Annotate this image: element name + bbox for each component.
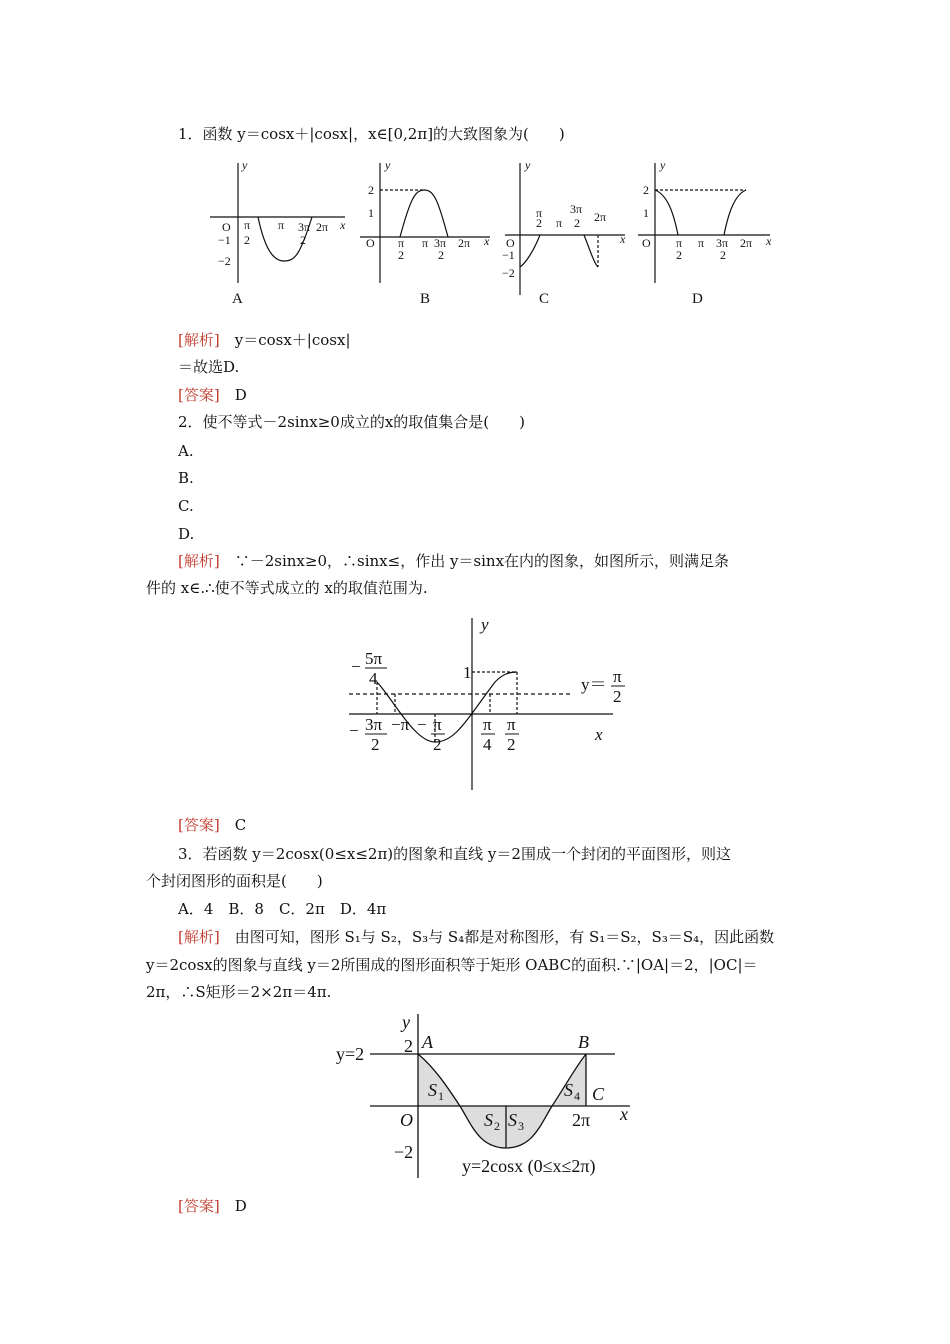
svg-text:B: B [578, 1032, 589, 1052]
svg-text:y: y [660, 158, 666, 172]
q3-stem-line-2: 个封闭图形的面积是( ) [146, 872, 323, 890]
q2-answer: [答案] C [178, 816, 247, 834]
svg-text:2π: 2π [458, 236, 471, 250]
svg-text:A: A [422, 1032, 433, 1052]
svg-text:2: 2 [643, 183, 649, 197]
svg-text:3π: 3π [298, 220, 311, 234]
svg-text:π: π [676, 236, 683, 250]
q3-analysis-line-3: 2π，∴S矩形＝2×2π＝4π. [146, 983, 332, 1001]
svg-text:2: 2 [613, 687, 622, 706]
q3-graph-svg [330, 1008, 650, 1183]
option-c-label: C [539, 291, 550, 307]
svg-text:−1: −1 [218, 233, 231, 247]
svg-text:π: π [536, 206, 543, 220]
svg-text:x: x [620, 1104, 628, 1124]
svg-text:S: S [508, 1110, 517, 1130]
svg-text:2: 2 [494, 1119, 500, 1133]
q2-option-b: B. [178, 469, 194, 487]
svg-text:O: O [642, 236, 651, 250]
svg-text:1: 1 [463, 663, 472, 682]
q3-answer: [答案] D [178, 1197, 247, 1215]
q1-stem: 1．函数 y＝cosx＋|cosx|，x∈[0,2π]的大致图象为( ) [178, 125, 565, 143]
svg-text:−1: −1 [502, 248, 515, 262]
svg-text:3: 3 [518, 1119, 524, 1133]
svg-text:O: O [400, 1110, 413, 1130]
q2-option-a: A. [178, 442, 194, 460]
q2-graph [345, 612, 645, 796]
svg-text:−: − [349, 721, 359, 740]
svg-text:2π: 2π [740, 236, 753, 250]
svg-text:2: 2 [368, 183, 374, 197]
svg-text:O: O [506, 236, 515, 250]
line-label: y=2 [336, 1044, 365, 1064]
svg-text:y: y [242, 158, 248, 172]
svg-text:π: π [698, 236, 705, 250]
svg-text:S: S [484, 1110, 493, 1130]
svg-text:y: y [481, 615, 489, 634]
q2-graph-svg [345, 612, 645, 792]
q1-answer: [答案] D [178, 386, 247, 404]
svg-text:−: − [351, 657, 361, 676]
q2-option-c: C. [178, 497, 194, 515]
svg-text:π: π [433, 715, 442, 734]
q2-analysis-line-1: [解析] ∵－2sinx≥0，∴sinx≤，作出 y＝sinx在内的图象，如图所示，则满足条 [178, 552, 730, 570]
svg-text:y: y [525, 158, 531, 172]
svg-text:π: π [422, 236, 429, 250]
svg-text:O: O [222, 220, 231, 234]
svg-text:4: 4 [483, 735, 492, 754]
svg-text:4: 4 [369, 669, 378, 688]
svg-text:x: x [340, 218, 346, 232]
svg-text:2π: 2π [572, 1110, 591, 1130]
svg-text:x: x [595, 725, 603, 744]
svg-text:5π: 5π [365, 649, 383, 668]
option-d-label: D [692, 291, 703, 307]
q1-graphs-svg [200, 155, 790, 315]
svg-text:2π: 2π [594, 210, 607, 224]
q2-analysis-line-2: 件的 x∈.∴使不等式成立的 x的取值范围为. [146, 579, 428, 597]
q1-graph-options [200, 155, 790, 319]
svg-text:x: x [766, 234, 772, 248]
svg-text:π: π [613, 667, 622, 686]
svg-text:2: 2 [371, 735, 380, 754]
line-label: y＝ [581, 675, 607, 694]
svg-text:−π: −π [391, 715, 410, 734]
svg-text:x: x [620, 232, 626, 246]
svg-text:2: 2 [398, 248, 404, 262]
svg-text:x: x [484, 234, 490, 248]
svg-text:−2: −2 [502, 266, 515, 280]
svg-text:2: 2 [404, 1036, 413, 1056]
q3-stem-line-1: 3．若函数 y＝2cosx(0≤x≤2π)的图象和直线 y＝2围成一个封闭的平面图形，则这 [178, 845, 731, 863]
q3-options: A．4 B．8 C．2π D．4π [178, 900, 387, 918]
svg-text:π: π [278, 218, 285, 232]
svg-text:2: 2 [300, 233, 306, 247]
q3-analysis-line-1: [解析] 由图可知，图形 S₁与 S₂，S₃与 S₄都是对称图形，有 S₁＝S₂，S₃＝S₄，因此函数 [178, 928, 775, 946]
svg-text:−: − [417, 715, 427, 734]
svg-text:1: 1 [368, 206, 374, 220]
svg-text:1: 1 [438, 1089, 444, 1103]
answer-tag: [答案] [178, 386, 220, 404]
svg-text:2: 2 [244, 233, 250, 247]
svg-text:S: S [428, 1080, 437, 1100]
svg-text:O: O [366, 236, 375, 250]
svg-text:−2: −2 [218, 254, 231, 268]
svg-text:2: 2 [574, 216, 580, 230]
svg-text:2: 2 [433, 735, 442, 754]
analysis-tag: [解析] [178, 331, 220, 349]
svg-text:C: C [592, 1084, 605, 1104]
svg-text:−2: −2 [394, 1142, 414, 1162]
q1-analysis-line-2: ＝故选D. [178, 358, 240, 376]
svg-text:π: π [507, 715, 516, 734]
svg-text:π: π [483, 715, 492, 734]
q2-option-d: D. [178, 525, 195, 543]
q1-analysis-line-1: [解析] y＝cosx＋|cosx| [178, 331, 351, 349]
svg-text:2: 2 [507, 735, 516, 754]
svg-text:3π: 3π [434, 236, 447, 250]
svg-text:y: y [385, 158, 391, 172]
svg-text:3π: 3π [716, 236, 729, 250]
q3-analysis-line-2: y＝2cosx的图象与直线 y＝2所围成的图形面积等于矩形 OABC的面积.∵|OA|＝2，|OC|＝ [146, 956, 758, 974]
svg-text:1: 1 [643, 206, 649, 220]
svg-text:2π: 2π [316, 220, 329, 234]
svg-text:π: π [556, 216, 563, 230]
svg-text:3π: 3π [365, 715, 383, 734]
q3-graph [330, 1008, 650, 1187]
svg-text:3π: 3π [570, 202, 583, 216]
graph-caption: y=2cosx (0≤x≤2π) [462, 1156, 596, 1176]
svg-text:π: π [244, 218, 251, 232]
svg-text:2: 2 [438, 248, 444, 262]
q2-stem: 2．使不等式－2sinx≥0成立的x的取值集合是( ) [178, 413, 525, 431]
svg-text:S: S [564, 1080, 573, 1100]
svg-text:y: y [402, 1012, 410, 1032]
svg-text:4: 4 [574, 1089, 580, 1103]
option-b-label: B [420, 291, 431, 307]
svg-text:π: π [398, 236, 405, 250]
svg-text:2: 2 [536, 216, 542, 230]
svg-text:2: 2 [720, 248, 726, 262]
option-a-label: A [232, 291, 243, 307]
svg-text:2: 2 [676, 248, 682, 262]
